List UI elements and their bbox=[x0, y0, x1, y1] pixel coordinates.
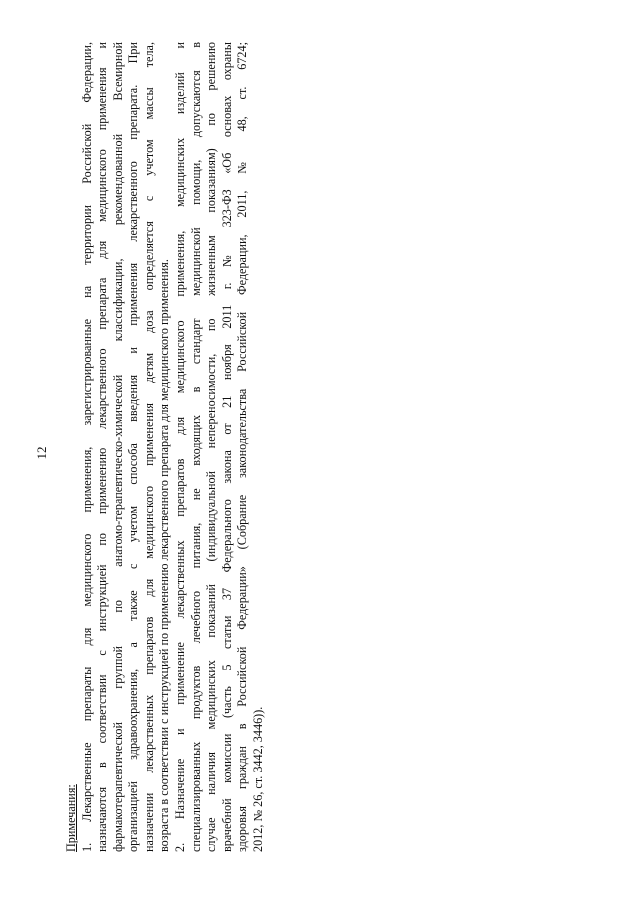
note-1-line: 1. Лекарственные препараты для медицинского применения, зарегистрированные на территории Российской Федерации, bbox=[79, 42, 94, 852]
note-2 bbox=[173, 42, 266, 852]
note-1-line: организацией здравоохранения, а также с учетом способа введения и применения лекарственного препарата. При bbox=[126, 42, 140, 852]
note-2-line: случае наличия медицинских показаний (индивидуальной непереносимости, по жизненным показаниям) по решению bbox=[204, 42, 218, 852]
notes-block bbox=[64, 42, 266, 852]
note-1-line: назначаются в соответствии с инструкцией по применению лекарственного препарата для медицинского применения и bbox=[95, 42, 109, 852]
note-2-line: 2. Назначение и применение лекарственных препаратов для медицинского применения, медицинских изделий и bbox=[173, 42, 187, 852]
note-1-line: фармакотерапевтической группой по анатомо-терапевтическо-химической классификации, рекомендованной Всемирной bbox=[110, 42, 125, 852]
note-2-line: врачебной комиссии (часть 5 статьи 37 Федерального закона от 21 ноября 2011 г. № 323-ФЗ «Об основах охраны bbox=[219, 42, 234, 852]
note-2-line: 2012, № 26, ст. 3442, 3446)). bbox=[250, 706, 265, 852]
note-1-line: назначении лекарственных препаратов для медицинского применения детям доза определяется с учетом массы тела, bbox=[141, 42, 156, 852]
notes-heading: Примечания: bbox=[64, 784, 78, 852]
note-1-line: возраста в соответствии с инструкцией по применению лекарственного препарата для медицинского применения. bbox=[157, 259, 171, 852]
note-2-line: здоровья граждан в Российской Федерации» (Собрание законодательства Российской Федерации, 2011, № 48, ст. 6724; bbox=[235, 42, 249, 852]
page-number: 12 bbox=[34, 446, 49, 460]
note-2-line: специализированных продуктов лечебного питания, не входящих в стандарт медицинской помощи, допускаются в bbox=[188, 42, 203, 852]
note-1 bbox=[80, 42, 173, 852]
